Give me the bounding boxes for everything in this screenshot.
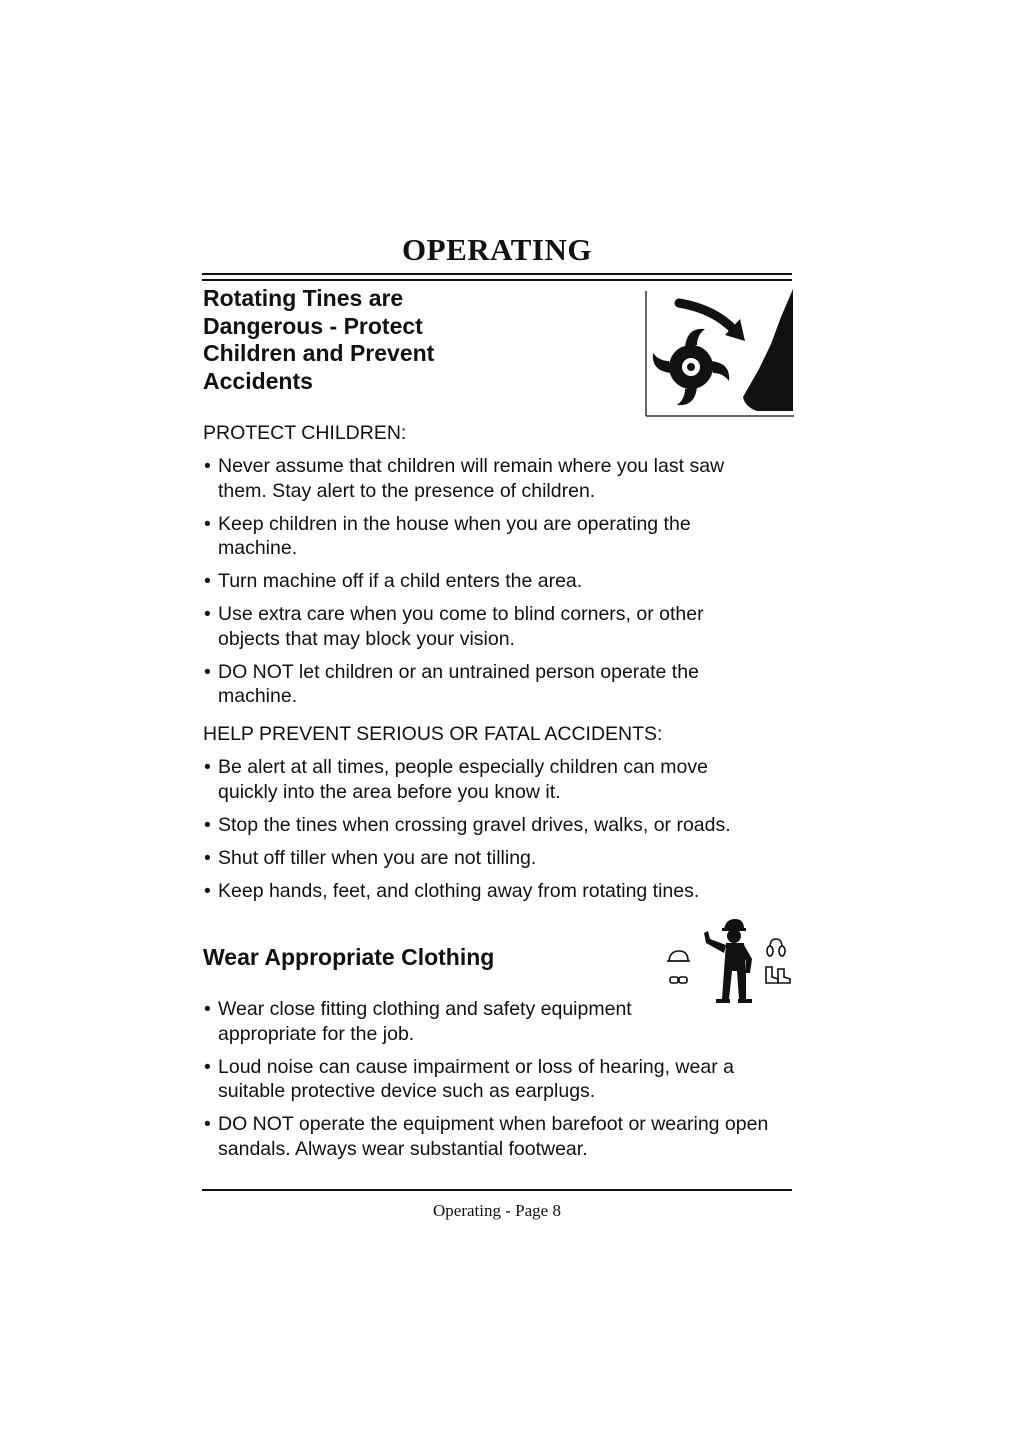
heading-line: Accidents — [203, 367, 313, 394]
list-item: • DO NOT let children or an untrained person operate the machine. — [203, 660, 768, 709]
title-rule-lower — [202, 279, 792, 281]
list-item: • Turn machine off if a child enters the area. — [203, 569, 768, 594]
clothing-list — [203, 997, 778, 1170]
prevent-accidents-label: HELP PREVENT SERIOUS OR FATAL ACCIDENTS: — [203, 723, 663, 745]
list-item: • Keep hands, feet, and clothing away from rotating tines. — [203, 879, 768, 904]
list-item: • Wear close fitting clothing and safety equipment appropriate for the job. — [203, 997, 678, 1046]
protect-children-label: PROTECT CHILDREN: — [203, 422, 407, 444]
protective-clothing-icon — [666, 915, 794, 1005]
list-item: • DO NOT operate the equipment when barefoot or wearing open sandals. Always wear substantial footwear. — [203, 1112, 778, 1161]
list-item: • Stop the tines when crossing gravel drives, walks, or roads. — [203, 813, 768, 838]
rotating-tines-heading — [203, 285, 503, 395]
footer-rule — [202, 1189, 792, 1191]
list-item: • Never assume that children will remain where you last saw them. Stay alert to the presence of children. — [203, 454, 768, 503]
clothing-heading: Wear Appropriate Clothing — [203, 944, 495, 970]
rotating-tine-hazard-icon — [645, 289, 795, 419]
page-title: OPERATING — [402, 232, 592, 267]
title-rule-upper — [202, 273, 792, 275]
list-item: • Loud noise can cause impairment or loss of hearing, wear a suitable protective device such as earplugs. — [203, 1055, 778, 1104]
list-item: • Use extra care when you come to blind corners, or other objects that may block your vision. — [203, 602, 768, 651]
heading-line: Children and Prevent — [203, 340, 435, 366]
prevent-accidents-list — [203, 755, 768, 912]
list-item: • Be alert at all times, people especially children can move quickly into the area before you know it. — [203, 755, 768, 804]
heading-line: Dangerous - Protect — [203, 312, 423, 339]
list-item: • Shut off tiller when you are not tilling. — [203, 846, 768, 871]
protect-children-list — [203, 454, 768, 717]
heading-line: Rotating Tines are — [203, 285, 404, 311]
page-footer: Operating - Page 8 — [433, 1201, 561, 1220]
list-item: • Keep children in the house when you are operating the machine. — [203, 512, 768, 561]
